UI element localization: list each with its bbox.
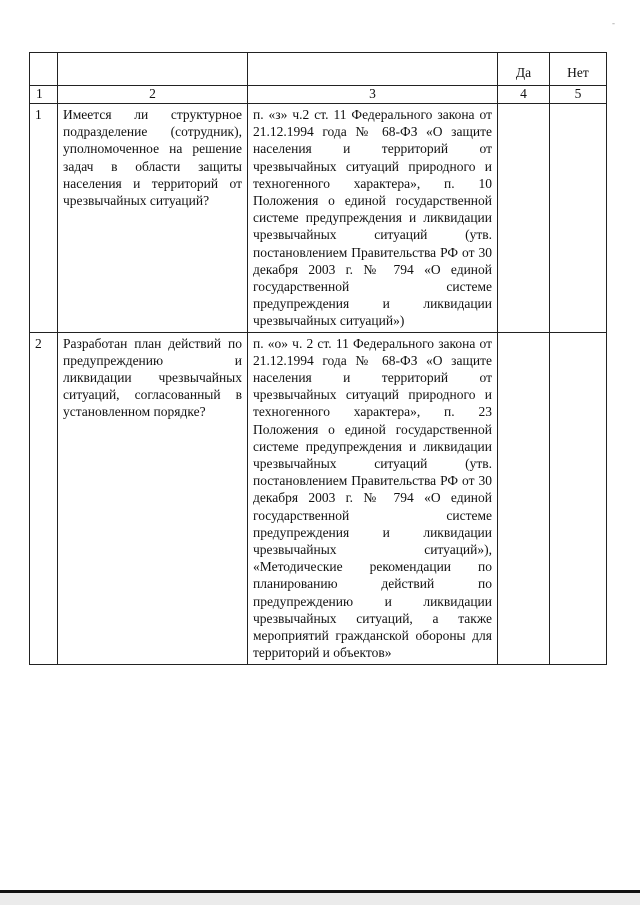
column-number-row <box>30 86 607 104</box>
no-answer-cell[interactable] <box>550 104 607 333</box>
header-row <box>30 53 607 86</box>
column-number: 1 <box>30 86 58 104</box>
header-cell-2 <box>58 53 248 86</box>
row-index: 2 <box>30 332 58 664</box>
row-legal-basis: п. «о» ч. 2 ст. 11 Федерального закона от 21.12.1994 года № 68-ФЗ «О защите населения и территорий от чрезвычайных ситуаций природного и техногенного характера», п. 23 Положения о единой государственной системе предупреждения и ликвидации чрезвычайных ситуаций (утв. постановлением Правительства РФ от 30 декабря 2003 г. № 794 «О единой государственной системе предупреждения и ликвидации чрезвычайных ситуаций»), «Методические рекомендации по планированию действий по предупреждению и ликвидации чрезвычайных ситуаций, а также мероприятий гражданской обороны для территорий и объектов» <box>248 332 498 664</box>
column-number: 2 <box>58 86 248 104</box>
header-cell-1 <box>30 53 58 86</box>
row-legal-basis: п. «з» ч.2 ст. 11 Федерального закона от 21.12.1994 года № 68-ФЗ «О защите населения и территорий от чрезвычайных ситуаций природного и техногенного характера», п. 10 Положения о единой государственной системе предупреждения и ликвидации чрезвычайных ситуаций (утв. постановлением Правительства РФ от 30 декабря 2003 г. № 794 «О единой государственной системе предупреждения и ликвидации чрезвычайных ситуаций») <box>248 104 498 333</box>
checklist-table <box>29 52 607 665</box>
header-no: Нет <box>550 53 607 86</box>
header-cell-3 <box>248 53 498 86</box>
column-number: 5 <box>550 86 607 104</box>
row-index: 1 <box>30 104 58 333</box>
scan-bottom-shade <box>0 893 640 905</box>
header-yes: Да <box>498 53 550 86</box>
table-row <box>30 332 607 664</box>
column-number: 4 <box>498 86 550 104</box>
no-answer-cell[interactable] <box>550 332 607 664</box>
yes-answer-cell[interactable] <box>498 332 550 664</box>
row-question: Имеется ли структурное подразделение (сотрудник), уполномоченное на решение задач в области защиты населения и территорий от чрезвычайных ситуаций? <box>58 104 248 333</box>
column-number: 3 <box>248 86 498 104</box>
page-corner-mark: - <box>612 18 615 28</box>
table-row <box>30 104 607 333</box>
yes-answer-cell[interactable] <box>498 104 550 333</box>
row-question: Разработан план действий по предупреждению и ликвидации чрезвычайных ситуаций, согласованный в установленном порядке? <box>58 332 248 664</box>
